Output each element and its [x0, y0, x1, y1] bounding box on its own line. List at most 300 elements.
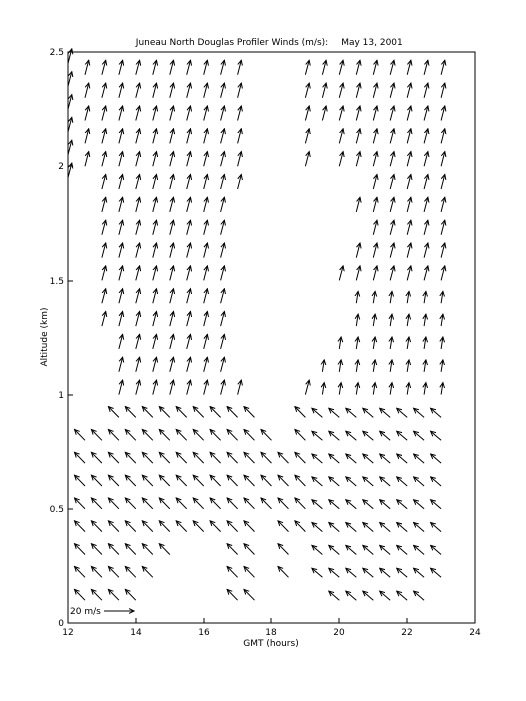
wind-vector — [193, 521, 204, 532]
wind-vector — [397, 568, 408, 577]
wind-vector — [187, 83, 191, 98]
y-tick-label: 2.5 — [49, 48, 64, 58]
wind-vector — [390, 291, 392, 303]
wind-vector — [221, 289, 225, 304]
wind-vector — [119, 243, 123, 258]
wind-vector — [322, 383, 324, 395]
wind-vector — [136, 357, 140, 372]
wind-vector — [221, 312, 225, 327]
wind-vector — [210, 452, 221, 463]
wind-vector — [244, 521, 255, 532]
wind-vector — [108, 475, 119, 486]
wind-vector — [356, 129, 360, 144]
wind-vector — [414, 591, 425, 600]
wind-vector — [363, 591, 374, 600]
wind-vector — [136, 312, 140, 327]
wind-vector — [322, 360, 324, 372]
wind-vector — [397, 500, 408, 509]
wind-vector — [227, 452, 238, 463]
wind-vector — [363, 454, 374, 463]
wind-vector — [424, 291, 426, 303]
wind-vector — [278, 567, 289, 578]
wind-vector — [238, 380, 242, 395]
wind-vector — [356, 197, 360, 212]
wind-vector — [329, 523, 340, 532]
wind-vector — [153, 129, 157, 144]
wind-vector — [125, 589, 136, 600]
reference-vector — [70, 607, 134, 617]
wind-vector — [414, 523, 425, 532]
wind-vector — [424, 337, 426, 349]
wind-vector — [119, 197, 123, 212]
wind-vector — [170, 83, 174, 98]
wind-vector — [356, 106, 360, 121]
wind-vector — [91, 521, 102, 532]
wind-vector — [329, 477, 340, 486]
wind-vector — [414, 477, 425, 486]
wind-vector — [170, 380, 174, 395]
wind-vector — [407, 152, 411, 167]
wind-vector — [227, 589, 238, 600]
wind-vector — [142, 544, 153, 555]
wind-vector — [75, 430, 86, 441]
wind-vector — [380, 431, 391, 440]
wind-vector — [278, 498, 289, 509]
wind-vector — [159, 407, 170, 418]
wind-vector — [390, 197, 394, 212]
wind-vector — [142, 475, 153, 486]
wind-vector — [244, 475, 255, 486]
wind-vector — [244, 430, 255, 441]
wind-vector — [261, 475, 272, 486]
wind-vector — [153, 152, 157, 167]
wind-vector — [204, 220, 208, 235]
wind-vector — [339, 266, 343, 281]
wind-vector — [397, 454, 408, 463]
wind-vector — [159, 498, 170, 509]
wind-vector — [339, 106, 343, 121]
wind-vector — [441, 60, 445, 75]
wind-vector — [424, 129, 428, 144]
wind-vector — [356, 291, 358, 303]
wind-vector — [380, 500, 391, 509]
wind-vector — [153, 266, 157, 281]
wind-vector — [363, 408, 374, 417]
wind-vector — [441, 291, 443, 303]
wind-vector — [441, 314, 443, 326]
wind-vector — [221, 175, 225, 190]
wind-vector — [187, 106, 191, 121]
wind-vector — [346, 500, 357, 509]
wind-vector — [136, 220, 140, 235]
wind-vector — [85, 129, 89, 144]
wind-vector — [244, 544, 255, 555]
wind-vector — [414, 454, 425, 463]
wind-vector — [159, 452, 170, 463]
wind-vector — [380, 591, 391, 600]
wind-vector — [221, 152, 225, 167]
wind-vector — [210, 430, 221, 441]
wind-vector — [373, 314, 375, 326]
wind-vector — [373, 83, 377, 98]
wind-vector — [407, 383, 409, 395]
wind-vector — [295, 407, 306, 418]
wind-vector — [75, 498, 86, 509]
wind-vector — [108, 521, 119, 532]
wind-vector — [244, 498, 255, 509]
wind-vector — [238, 60, 242, 75]
wind-vector — [170, 289, 174, 304]
wind-vector — [431, 523, 442, 532]
wind-vector — [356, 337, 358, 349]
wind-vector — [221, 106, 225, 121]
wind-vector — [407, 243, 411, 258]
wind-vector — [142, 521, 153, 532]
wind-vector — [407, 314, 409, 326]
wind-vector — [91, 498, 102, 509]
wind-vector — [373, 175, 377, 190]
wind-vector — [373, 266, 377, 281]
wind-vector — [407, 106, 411, 121]
wind-vector — [119, 380, 123, 395]
wind-vector — [119, 83, 123, 98]
wind-vector — [125, 430, 136, 441]
wind-vector — [68, 95, 72, 110]
wind-vector — [238, 129, 242, 144]
wind-vector — [153, 357, 157, 372]
wind-vector — [346, 454, 357, 463]
wind-vector — [397, 408, 408, 417]
wind-vector — [312, 568, 323, 577]
wind-vector — [176, 407, 187, 418]
wind-vector — [373, 129, 377, 144]
wind-vector — [431, 431, 442, 440]
wind-vector — [441, 243, 445, 258]
wind-vector — [153, 312, 157, 327]
wind-vector — [153, 334, 157, 349]
wind-vector — [136, 289, 140, 304]
wind-vector — [85, 152, 89, 167]
wind-vector — [176, 498, 187, 509]
wind-vector — [221, 220, 225, 235]
wind-vector — [170, 312, 174, 327]
wind-vector — [221, 197, 225, 212]
wind-vector — [187, 60, 191, 75]
wind-vector — [305, 380, 309, 395]
wind-vector — [136, 197, 140, 212]
wind-vector — [261, 452, 272, 463]
wind-vector — [187, 175, 191, 190]
wind-vector — [75, 567, 86, 578]
wind-vector — [295, 452, 306, 463]
wind-vector — [305, 106, 309, 121]
wind-vector — [424, 60, 428, 75]
wind-vector — [424, 175, 428, 190]
wind-vector — [68, 49, 72, 64]
wind-vector — [424, 220, 428, 235]
wind-vector — [108, 407, 119, 418]
wind-vector — [204, 357, 208, 372]
wind-vector — [278, 521, 289, 532]
wind-vector — [170, 197, 174, 212]
y-axis-label: Altitude (km) — [40, 307, 50, 367]
wind-vector — [390, 129, 394, 144]
wind-vector — [85, 60, 89, 75]
wind-vector — [136, 152, 140, 167]
wind-vector — [322, 106, 326, 121]
wind-vector — [170, 334, 174, 349]
wind-vector — [102, 175, 106, 190]
wind-vector — [204, 152, 208, 167]
wind-vector — [441, 152, 445, 167]
wind-vector — [407, 197, 411, 212]
wind-vector — [407, 291, 409, 303]
wind-vector — [170, 243, 174, 258]
wind-vector — [346, 545, 357, 554]
wind-vector — [441, 266, 445, 281]
wind-vector — [305, 152, 309, 167]
wind-vector — [441, 360, 443, 372]
wind-vector — [136, 60, 140, 75]
wind-vector — [187, 243, 191, 258]
wind-vector — [424, 197, 428, 212]
wind-vector — [85, 106, 89, 121]
wind-vector — [102, 220, 106, 235]
wind-vector — [170, 129, 174, 144]
wind-vector — [159, 475, 170, 486]
wind-vector — [170, 175, 174, 190]
wind-vector — [373, 106, 377, 121]
wind-vector — [339, 360, 341, 372]
wind-vector — [441, 83, 445, 98]
wind-vector — [244, 567, 255, 578]
wind-vector — [322, 83, 326, 98]
wind-vector — [424, 383, 426, 395]
wind-vector — [153, 197, 157, 212]
wind-vector — [204, 243, 208, 258]
wind-vector — [68, 140, 72, 155]
wind-vector — [108, 589, 119, 600]
wind-vector — [91, 452, 102, 463]
wind-vector — [153, 220, 157, 235]
y-tick-label: 0.5 — [49, 505, 64, 515]
wind-vector — [136, 334, 140, 349]
wind-vector — [119, 357, 123, 372]
wind-vector — [102, 60, 106, 75]
wind-vector — [142, 407, 153, 418]
wind-vector — [346, 523, 357, 532]
wind-vector — [373, 243, 377, 258]
wind-vector — [125, 567, 136, 578]
wind-vector — [424, 106, 428, 121]
wind-vector — [373, 291, 375, 303]
wind-vector — [187, 220, 191, 235]
wind-vector — [238, 106, 242, 121]
wind-vector — [102, 266, 106, 281]
wind-vector — [431, 408, 442, 417]
x-axis — [62, 618, 481, 638]
wind-vector — [407, 266, 411, 281]
y-tick-label: 1.5 — [49, 277, 64, 287]
wind-vector — [193, 475, 204, 486]
wind-vector — [75, 452, 86, 463]
wind-vector — [407, 220, 411, 235]
wind-vector — [238, 152, 242, 167]
wind-vector — [356, 266, 360, 281]
wind-vector — [414, 545, 425, 554]
wind-vector — [339, 129, 343, 144]
wind-vector — [136, 175, 140, 190]
wind-vector — [142, 567, 153, 578]
wind-vector — [221, 129, 225, 144]
wind-vector — [431, 477, 442, 486]
wind-vector — [221, 380, 225, 395]
wind-vector — [187, 152, 191, 167]
wind-vector — [136, 243, 140, 258]
wind-vector — [91, 567, 102, 578]
wind-vectors — [68, 49, 445, 600]
wind-vector — [441, 220, 445, 235]
wind-vector — [390, 314, 392, 326]
wind-vector — [305, 83, 309, 98]
wind-vector — [136, 380, 140, 395]
wind-vector — [102, 129, 106, 144]
wind-vector — [346, 477, 357, 486]
wind-vector — [441, 175, 445, 190]
wind-vector — [210, 475, 221, 486]
wind-vector — [170, 266, 174, 281]
wind-vector — [356, 83, 360, 98]
wind-vector — [193, 407, 204, 418]
wind-vector — [204, 60, 208, 75]
wind-vector — [108, 498, 119, 509]
wind-vector — [397, 477, 408, 486]
chart-title: Juneau North Douglas Profiler Winds (m/s): — [135, 38, 329, 48]
wind-vector — [204, 175, 208, 190]
wind-vector — [187, 129, 191, 144]
wind-vector — [407, 360, 409, 372]
wind-vector — [170, 357, 174, 372]
wind-vector — [305, 60, 309, 75]
wind-vector — [356, 383, 358, 395]
wind-vector — [176, 521, 187, 532]
y-tick-label: 2 — [58, 162, 64, 172]
wind-vector — [380, 545, 391, 554]
wind-vector — [339, 337, 341, 349]
wind-vector — [390, 360, 392, 372]
wind-vector — [339, 383, 341, 395]
wind-vector — [390, 152, 394, 167]
wind-vector — [312, 545, 323, 554]
wind-vector — [102, 312, 106, 327]
wind-vector — [187, 357, 191, 372]
wind-vector — [102, 289, 106, 304]
wind-vector — [390, 266, 394, 281]
wind-vector — [312, 408, 323, 417]
wind-vector — [119, 129, 123, 144]
wind-vector — [204, 83, 208, 98]
wind-vector — [278, 544, 289, 555]
wind-vector — [227, 475, 238, 486]
wind-vector — [373, 220, 377, 235]
wind-vector — [142, 430, 153, 441]
wind-vector — [91, 475, 102, 486]
wind-vector — [159, 430, 170, 441]
wind-vector — [380, 523, 391, 532]
wind-vector — [108, 430, 119, 441]
wind-vector — [125, 544, 136, 555]
wind-vector — [75, 475, 86, 486]
wind-vector — [238, 175, 242, 190]
wind-vector — [170, 106, 174, 121]
wind-vector — [329, 545, 340, 554]
wind-vector — [227, 498, 238, 509]
wind-vector — [91, 544, 102, 555]
wind-vector — [142, 452, 153, 463]
wind-vector — [221, 83, 225, 98]
wind-vector — [390, 83, 394, 98]
wind-vector — [142, 498, 153, 509]
wind-vector — [380, 568, 391, 577]
wind-vector — [91, 589, 102, 600]
wind-vector — [424, 360, 426, 372]
wind-vector — [238, 83, 242, 98]
wind-vector — [407, 60, 411, 75]
wind-vector — [244, 452, 255, 463]
wind-vector — [363, 523, 374, 532]
wind-vector — [119, 175, 123, 190]
wind-vector — [159, 544, 170, 555]
wind-vector — [193, 498, 204, 509]
wind-vector — [390, 220, 394, 235]
wind-vector — [108, 452, 119, 463]
wind-vector — [125, 521, 136, 532]
wind-vector — [227, 407, 238, 418]
wind-vector — [363, 431, 374, 440]
wind-vector — [125, 407, 136, 418]
x-axis-label: GMT (hours) — [243, 639, 299, 649]
wind-vector — [210, 407, 221, 418]
wind-vector — [390, 243, 394, 258]
wind-vector — [261, 498, 272, 509]
wind-vector — [329, 408, 340, 417]
wind-vector — [102, 106, 106, 121]
wind-vector — [339, 60, 343, 75]
wind-vector — [136, 83, 140, 98]
wind-vector — [278, 452, 289, 463]
wind-vector — [424, 152, 428, 167]
wind-vector — [193, 452, 204, 463]
wind-vector — [414, 568, 425, 577]
wind-vector — [75, 521, 86, 532]
wind-vector — [441, 129, 445, 144]
x-tick-label: 22 — [401, 628, 413, 638]
wind-vector — [346, 568, 357, 577]
wind-vector — [204, 312, 208, 327]
wind-vector — [373, 60, 377, 75]
wind-vector — [390, 60, 394, 75]
wind-vector — [295, 521, 306, 532]
wind-vector — [312, 500, 323, 509]
wind-vector — [329, 591, 340, 600]
wind-vector — [136, 106, 140, 121]
wind-vector — [414, 408, 425, 417]
wind-vector — [312, 477, 323, 486]
wind-vector — [431, 454, 442, 463]
wind-vector — [136, 129, 140, 144]
wind-vector — [414, 500, 425, 509]
wind-vector — [170, 152, 174, 167]
